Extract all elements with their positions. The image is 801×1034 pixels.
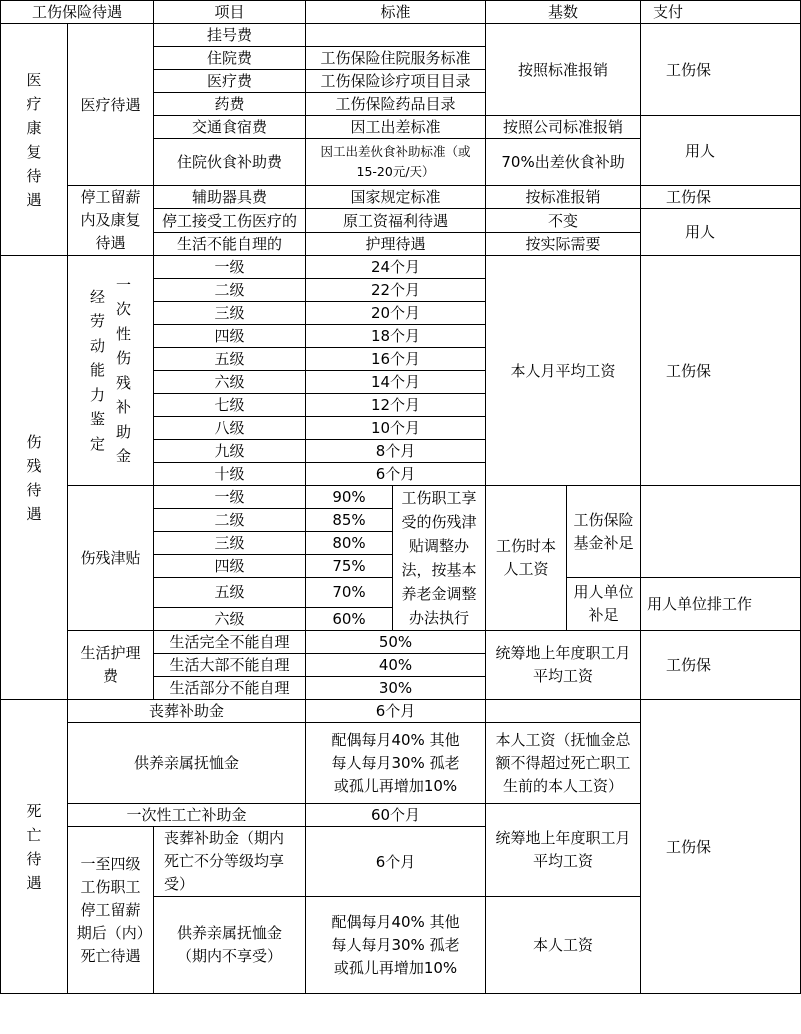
pct-cell: 50%	[306, 631, 486, 654]
pay-cell: 工伤保	[641, 24, 801, 116]
pay-cell: 工伤保	[641, 186, 801, 209]
table-row	[1, 631, 801, 654]
pct-cell: 85%	[306, 509, 393, 532]
sub-stop: 停工留薪内及康复待遇	[68, 186, 154, 256]
item-cell: 挂号费	[154, 24, 306, 47]
pct-cell: 80%	[306, 532, 393, 555]
std-cell: 工伤保险药品目录	[306, 93, 486, 116]
pct-cell: 90%	[306, 486, 393, 509]
std-cell: 国家规定标准	[306, 186, 486, 209]
std-cell: 因工出差标准	[306, 116, 486, 139]
grade-cell: 一级	[154, 486, 306, 509]
item-cell: 丧葬补助金（期内死亡不分等级均享受）	[154, 827, 306, 897]
base-cell: 不变	[486, 209, 641, 233]
grade-cell: 七级	[154, 394, 306, 417]
sub-death-stop: 一至四级工伤职工停工留薪期后（内）死亡待遇	[68, 827, 154, 994]
header-cell: 支付	[641, 1, 801, 24]
std-cell	[306, 24, 486, 47]
grade-cell: 九级	[154, 440, 306, 463]
group-label: 死亡待遇	[26, 801, 42, 892]
item-cell: 辅助器具费	[154, 186, 306, 209]
pay-cell: 工伤保	[641, 700, 801, 994]
item-cell: 供养亲属抚恤金（期内不享受）	[154, 897, 306, 994]
base-cell: 工伤时本人工资	[486, 486, 567, 631]
group-disability	[1, 256, 68, 700]
group-label: 伤残待遇	[26, 432, 42, 523]
std-cell: 护理待遇	[306, 233, 486, 256]
std-cell: 14个月	[306, 371, 486, 394]
group-death	[1, 700, 68, 994]
sub-allowance: 伤残津贴	[68, 486, 154, 631]
grade-cell: 三级	[154, 302, 306, 325]
grade-cell: 十级	[154, 463, 306, 486]
std-cell: 工伤保险住院服务标准	[306, 47, 486, 70]
base-cell-empty	[486, 700, 641, 723]
grade-cell: 三级	[154, 532, 306, 555]
std-cell: 18个月	[306, 325, 486, 348]
item-cell: 生活部分不能自理	[154, 677, 306, 700]
item-cell: 生活大部不能自理	[154, 654, 306, 677]
table-row	[1, 186, 801, 209]
header-cell: 工伤保险待遇	[1, 1, 154, 24]
grade-cell: 六级	[154, 371, 306, 394]
item-cell: 生活不能自理的	[154, 233, 306, 256]
std-cell: 原工资福利待遇	[306, 209, 486, 233]
header-cell: 项目	[154, 1, 306, 24]
base-cell: 本人工资（抚恤金总额不得超过死亡职工生前的本人工资）	[486, 723, 641, 804]
base-cell: 本人月平均工资	[486, 256, 641, 486]
table-row	[1, 256, 801, 279]
group-label: 医疗康复待遇	[26, 70, 42, 209]
base-cell: 按实际需要	[486, 233, 641, 256]
grade-cell: 五级	[154, 578, 306, 608]
sub-label-col1: 经劳动能力鉴定	[89, 287, 105, 453]
std-cell: 20个月	[306, 302, 486, 325]
std-cell: 6个月	[306, 827, 486, 897]
item-cell: 交通食宿费	[154, 116, 306, 139]
grade-cell: 八级	[154, 417, 306, 440]
header-row	[1, 1, 801, 24]
base-cell: 按照标准报销	[486, 24, 641, 116]
item-cell: 住院费	[154, 47, 306, 70]
item-cell: 供养亲属抚恤金	[68, 723, 306, 804]
std-cell: 配偶每月40% 其他每人每月30% 孤老或孤儿再增加10%	[306, 723, 486, 804]
pay-cell: 工伤保	[641, 256, 801, 486]
pay-cell: 工伤保	[641, 631, 801, 700]
group-medical	[1, 24, 68, 256]
fund-cell: 工伤保险基金补足	[567, 486, 641, 578]
grade-cell: 四级	[154, 555, 306, 578]
item-cell: 停工接受工伤医疗的	[154, 209, 306, 233]
header-cell: 标准	[306, 1, 486, 24]
grade-cell: 二级	[154, 509, 306, 532]
pay-cell: 用人	[641, 116, 801, 186]
header-cell: 基数	[486, 1, 641, 24]
std-cell: 60个月	[306, 804, 486, 827]
table-row	[1, 700, 801, 723]
std-cell: 因工出差伙食补助标准（或15-20元/天）	[306, 139, 486, 186]
base-cell: 统筹地上年度职工月平均工资	[486, 631, 641, 700]
pay-cell-empty	[641, 486, 801, 578]
std-cell: 8个月	[306, 440, 486, 463]
base-cell: 统筹地上年度职工月平均工资	[486, 804, 641, 897]
pct-cell: 60%	[306, 607, 393, 631]
grade-cell: 二级	[154, 279, 306, 302]
std-cell: 16个月	[306, 348, 486, 371]
pct-cell: 70%	[306, 578, 393, 608]
sub-nursing: 生活护理费	[68, 631, 154, 700]
pay-cell: 用人单位排工作	[641, 578, 801, 631]
item-cell: 医疗费	[154, 70, 306, 93]
table-row	[1, 24, 801, 47]
std-cell: 配偶每月40% 其他每人每月30% 孤老或孤儿再增加10%	[306, 897, 486, 994]
pay-cell: 用人	[641, 209, 801, 256]
item-cell: 生活完全不能自理	[154, 631, 306, 654]
std-cell: 6个月	[306, 700, 486, 723]
grade-cell: 五级	[154, 348, 306, 371]
grade-cell: 六级	[154, 607, 306, 631]
std-cell: 24个月	[306, 256, 486, 279]
table-row	[1, 486, 801, 509]
base-cell: 本人工资	[486, 897, 641, 994]
item-cell: 一次性工亡补助金	[68, 804, 306, 827]
item-cell: 丧葬补助金	[68, 700, 306, 723]
std-cell: 12个月	[306, 394, 486, 417]
std-cell: 10个月	[306, 417, 486, 440]
grade-cell: 四级	[154, 325, 306, 348]
note-cell: 工伤职工享受的伤残津贴调整办法，按基本养老金调整办法执行	[393, 486, 486, 631]
std-cell: 工伤保险诊疗项目目录	[306, 70, 486, 93]
sub-lump	[68, 256, 154, 486]
std-cell: 6个月	[306, 463, 486, 486]
pct-cell: 30%	[306, 677, 486, 700]
sub-medical: 医疗待遇	[68, 24, 154, 186]
employer-cell: 用人单位补足	[567, 578, 641, 631]
sub-label-col2: 一次性伤残补助金	[115, 275, 131, 465]
grade-cell: 一级	[154, 256, 306, 279]
base-cell: 按标准报销	[486, 186, 641, 209]
pct-cell: 75%	[306, 555, 393, 578]
item-cell: 住院伙食补助费	[154, 139, 306, 186]
base-cell: 按照公司标准报销	[486, 116, 641, 139]
std-cell: 22个月	[306, 279, 486, 302]
base-cell: 70%出差伙食补助	[486, 139, 641, 186]
pct-cell: 40%	[306, 654, 486, 677]
item-cell: 药费	[154, 93, 306, 116]
